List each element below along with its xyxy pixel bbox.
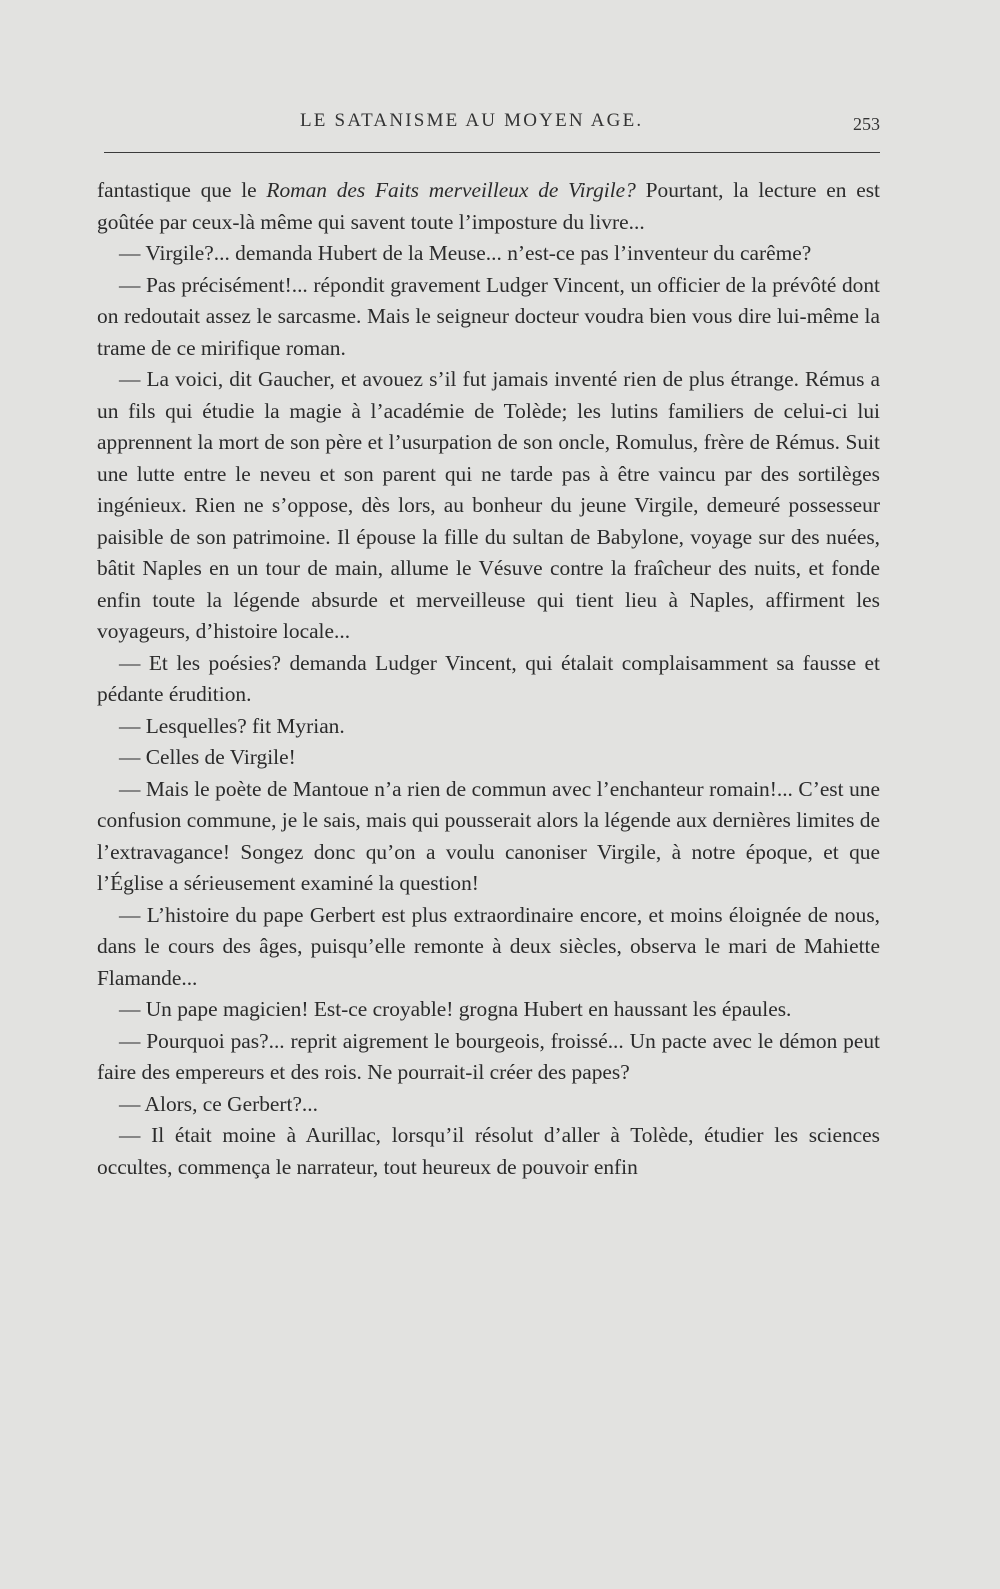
header-rule xyxy=(104,152,880,153)
paragraph: — La voici, dit Gaucher, et avouez s’il fut jamais inventé rien de plus étrange. Rémus a un fils qui étudie la magie à l’académie de Tolède; les lutins familiers de celui-ci lui apprennent la mort de son père et l’usurpation de son oncle, Romulus, frère de Rémus. Suit une lutte entre le neveu et son parent qui ne tarde pas à être vaincu par des sortilèges ingénieux. Rien ne s’oppose, dès lors, au bonheur du jeune Virgile, demeuré possesseur paisible de son patrimoine. Il épouse la fille du sultan de Babylone, voyage sur des nuées, bâtit Naples en un tour de main, allume le Vésuve contre la fraîcheur des nuits, et fonde enfin toute la légende absurde et merveilleuse qui tient lieu à Naples, affirment les voyageurs, d’histoire locale... xyxy=(97,367,880,643)
text-run: Pourtant, la lecture en est goûtée par ceux-là même qui savent toute l’imposture du livre... xyxy=(97,178,880,234)
paragraph: — Pas précisément!... répondit gravement Ludger Vincent, un officier de la prévôté dont on redoutait assez le sarcasme. Mais le seigneur docteur voudra bien vous dire lui-même la trame de ce mirifique roman. xyxy=(97,272,880,360)
paragraph: — L’histoire du pape Gerbert est plus extraordinaire encore, et moins éloignée de nous, dans le cours des âges, puisqu’elle remonte à deux siècles, observa le mari de Mahiette Flamande... xyxy=(97,902,880,990)
paragraph: — Lesquelles? fit Myrian. xyxy=(119,713,345,738)
body-text xyxy=(97,175,880,1183)
paragraph: — Virgile?... demanda Hubert de la Meuse... n’est-ce pas l’inventeur du carême? xyxy=(119,241,812,265)
text-run: fantastique que le xyxy=(97,178,267,202)
paragraph xyxy=(97,175,880,238)
paragraph: — Mais le poète de Mantoue n’a rien de commun avec l’enchanteur romain!... C’est une confusion commune, je le sais, mais qui pousserait alors la légende aux dernières limites de l’extravagance! Songez donc qu’on a voulu canoniser Virgile, à notre époque, et que l’Église a sérieusement examiné la question! xyxy=(97,776,880,895)
paragraph: — Il était moine à Aurillac, lorsqu’il résolut d’aller à Tolède, étudier les sciences occultes, commença le narrateur, tout heureux de pouvoir enfin xyxy=(97,1123,880,1179)
paragraph: — Celles de Virgile! xyxy=(119,745,296,769)
paragraph: — Et les poésies? demanda Ludger Vincent, qui étalait complaisamment sa fausse et pédante érudition. xyxy=(97,650,880,706)
paragraph: — Alors, ce Gerbert?... xyxy=(119,1091,318,1116)
book-title: Roman des Faits merveilleux de Virgile? xyxy=(266,178,636,202)
paragraph: — Un pape magicien! Est-ce croyable! grogna Hubert en haussant les épaules. xyxy=(119,997,792,1021)
page-number: 253 xyxy=(853,114,880,134)
running-title: LE SATANISME AU MOYEN AGE. xyxy=(300,110,644,131)
paragraph: — Pourquoi pas?... reprit aigrement le bourgeois, froissé... Un pacte avec le démon peut faire des empereurs et des rois. Ne pourrait-il créer des papes? xyxy=(97,1028,880,1084)
page-header xyxy=(100,110,880,138)
